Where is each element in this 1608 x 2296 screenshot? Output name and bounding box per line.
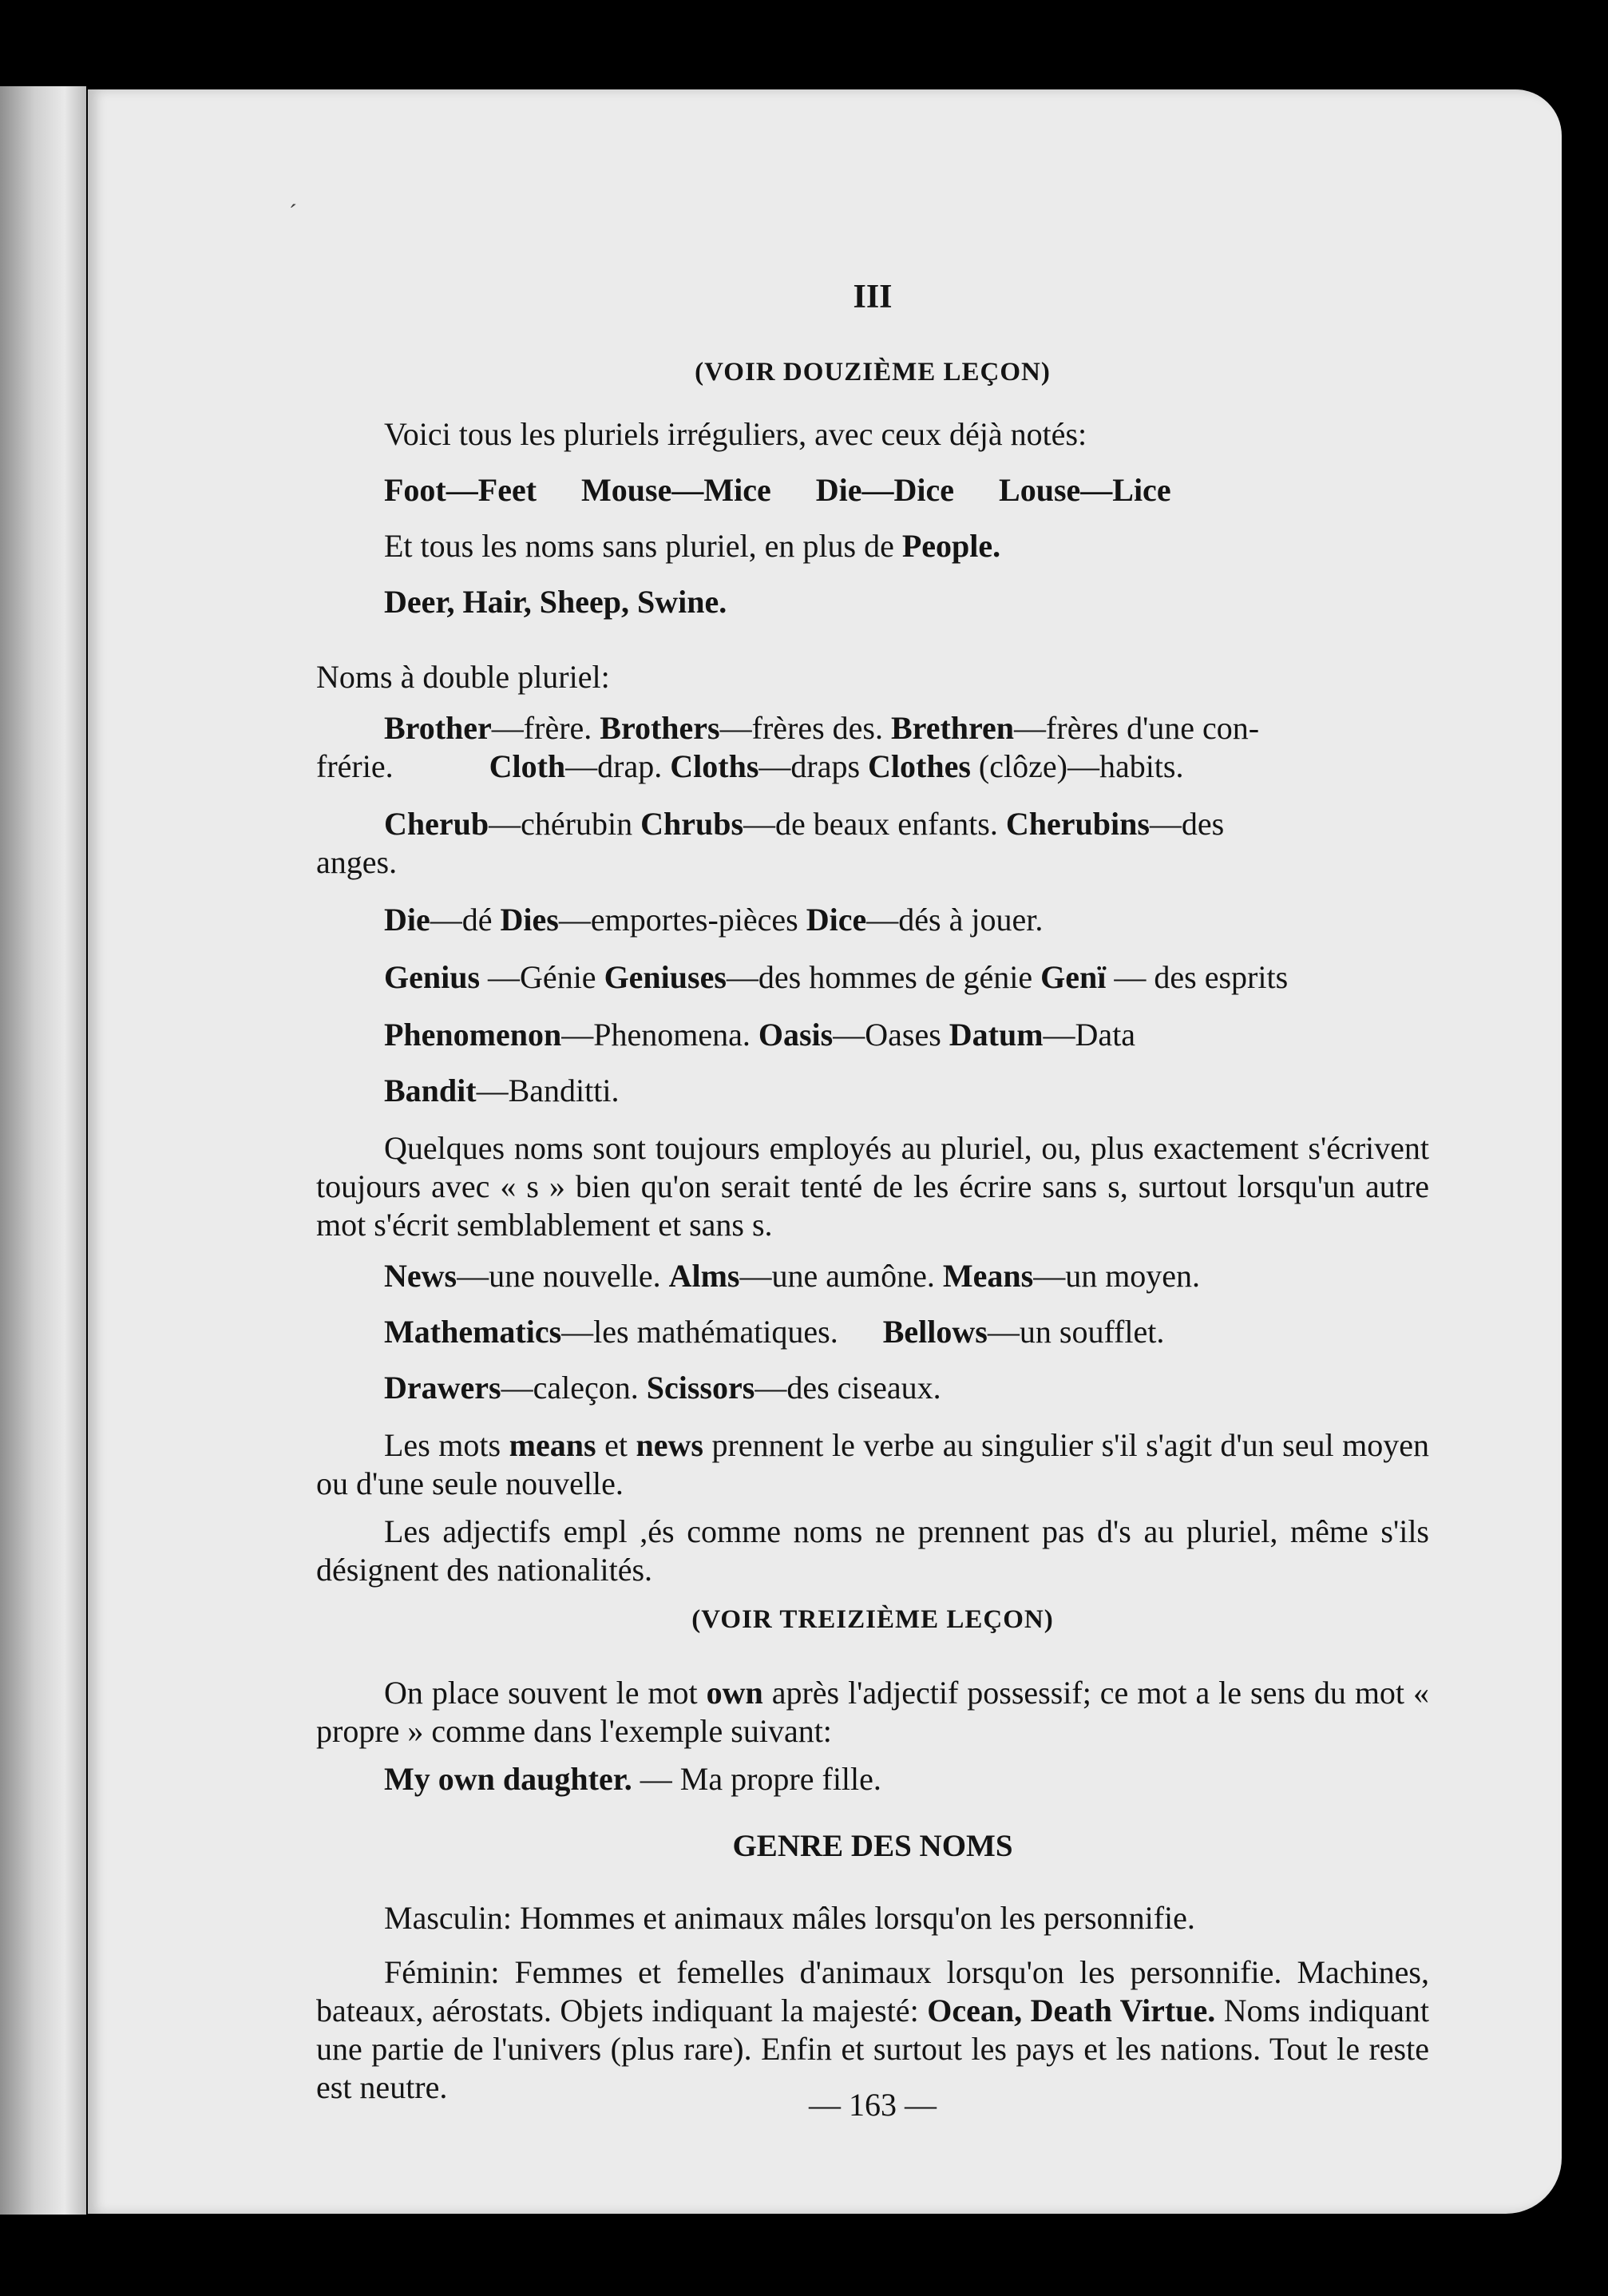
irregular-plurals-line: Foot—Feet Mouse—Mice Die—Dice Louse—Lice — [384, 472, 1171, 508]
always-plural-paragraph: Quelques noms sont toujours employés au pluriel, ou, plus exactement s'écrivent toujours avec « s » bien qu'on serait tenté de les écrire sans s, surtout lorsqu'un autre mot s'écrit semblablement et sans s. — [316, 1130, 1429, 1243]
cherub-entry-cont: anges. — [316, 844, 398, 880]
feminin-paragraph: Féminin: Femmes et femelles d'animaux lorsqu'on les personnifie. Machines, bateaux, aérostats. Objets indiquant la majesté: Ocean, Death Virtue. Noms indiquant une partie de l'univers (plus rare). Enfin et surtout les pays et les nations. Tout le reste est neutre. — [316, 1954, 1429, 2105]
own-example: My own daughter. — Ma propre fille. — [384, 1761, 881, 1797]
section-heading-douzieme: (VOIR DOUZIÈME LEÇON) — [695, 358, 1051, 387]
bandit-entry: Bandit—Banditti. — [384, 1073, 620, 1108]
means-news-paragraph: Les mots means et news prennent le verbe au singulier s'il s'agit d'un seul moyen ou d'une seule nouvelle. — [316, 1427, 1429, 1501]
cherub-entry: Cherub—chérubin Chrubs—de beaux enfants. Cherubins—des — [384, 806, 1225, 842]
genius-entry: Genius —Génie Geniuses—des hommes de génie Genï — des esprits — [384, 959, 1289, 995]
brother-entry: Brother—frère. Brothers—frères des. Brethren—frères d'une con- — [384, 710, 1260, 746]
double-plural-title: Noms à double pluriel: — [316, 659, 610, 695]
phenomenon-entry: Phenomenon—Phenomena. Oasis—Oases Datum—Data — [384, 1017, 1136, 1053]
left-page-edge — [0, 86, 86, 2215]
genre-heading: GENRE DES NOMS — [732, 1829, 1013, 1863]
no-plural-line: Et tous les noms sans pluriel, en plus de People. — [384, 528, 1001, 564]
stray-mark: ´ — [289, 200, 297, 226]
brother-entry-cont: frérie. Cloth—drap. Cloths—draps Clothes (clôze)—habits. — [316, 748, 1184, 784]
mathematics-entry: Mathematics—les mathématiques. Bellows—un soufflet. — [384, 1314, 1165, 1350]
masculin-paragraph: Masculin: Hommes et animaux mâles lorsqu'on les personnifie. — [384, 1900, 1195, 1936]
die-entry: Die—dé Dies—emportes-pièces Dice—dés à jouer. — [384, 902, 1044, 938]
section-heading-treizieme: (VOIR TREIZIÈME LEÇON) — [691, 1605, 1054, 1634]
own-paragraph: On place souvent le mot own après l'adjectif possessif; ce mot a le sens du mot « propre » comme dans l'exemple suivant: — [316, 1675, 1430, 1749]
book-page — [88, 89, 1562, 2214]
intro-line: Voici tous les pluriels irréguliers, avec ceux déjà notés: — [384, 416, 1087, 452]
news-entry: News—une nouvelle. Alms—une aumône. Means—un moyen. — [384, 1258, 1201, 1294]
chapter-number: III — [853, 279, 893, 315]
page-number: — 163 — — [809, 2087, 937, 2123]
adjectives-paragraph: Les adjectifs empl ,és comme noms ne prennent pas d's au pluriel, même s'ils désignent des nationalités. — [316, 1513, 1429, 1588]
drawers-entry: Drawers—caleçon. Scissors—des ciseaux. — [384, 1370, 941, 1406]
no-plural-list: Deer, Hair, Sheep, Swine. — [384, 584, 727, 620]
